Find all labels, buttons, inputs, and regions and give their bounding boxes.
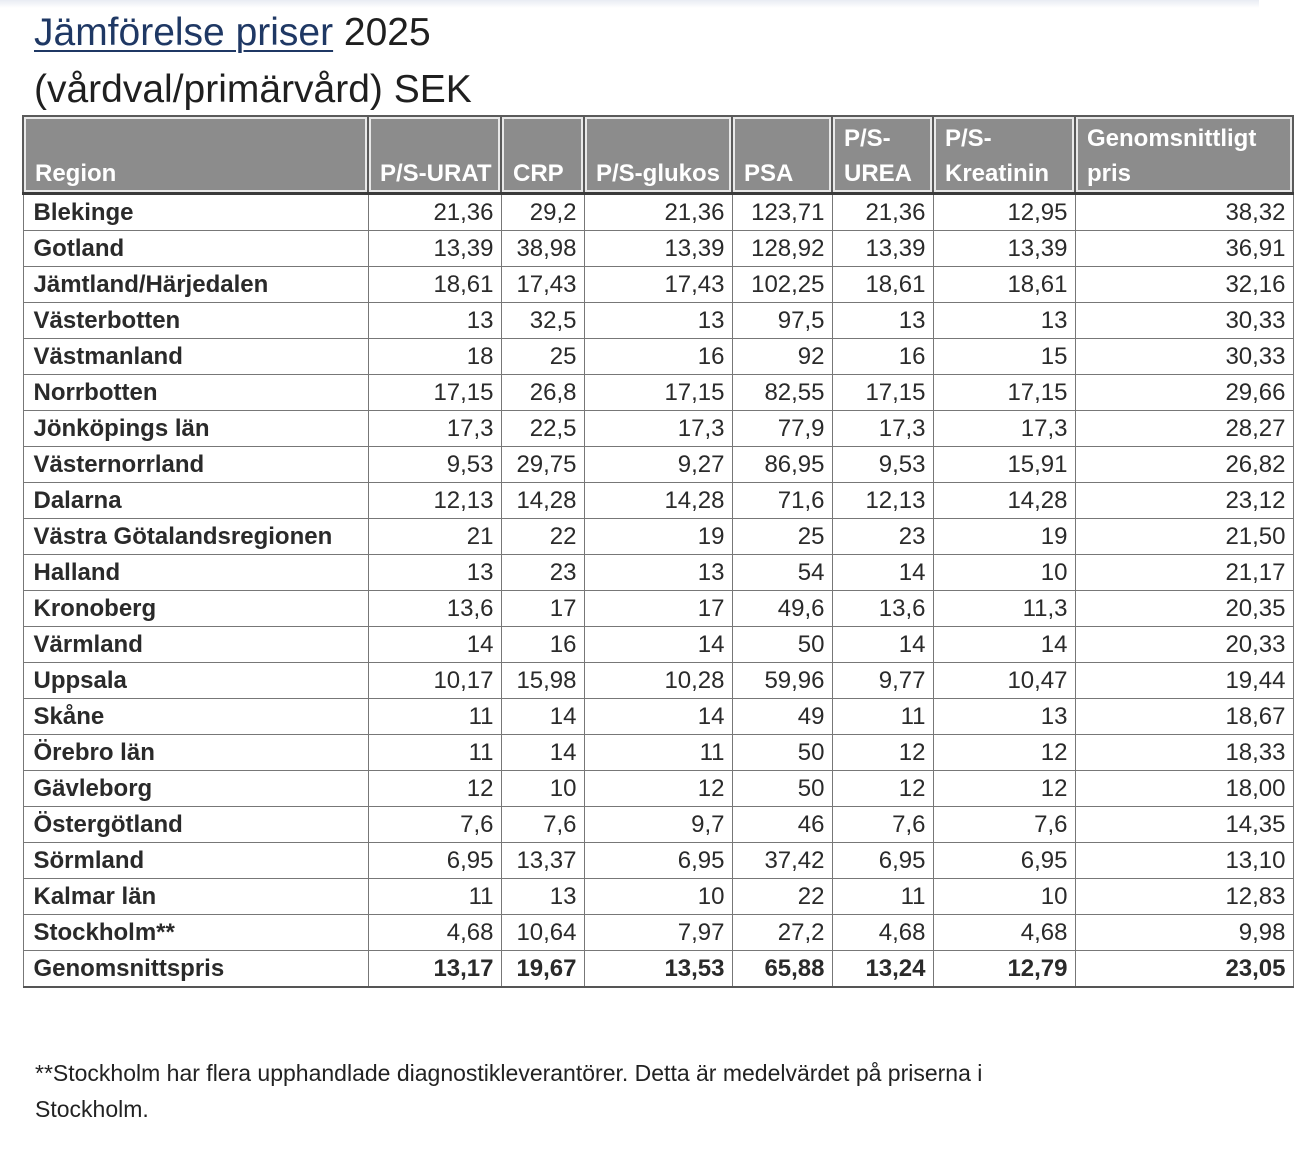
price-cell: 21 (368, 519, 501, 555)
price-cell: 18,00 (1075, 771, 1293, 807)
price-cell: 97,5 (732, 303, 832, 339)
price-cell: 13,10 (1075, 843, 1293, 879)
price-cell: 7,6 (368, 807, 501, 843)
price-cell: 77,9 (732, 411, 832, 447)
price-cell: 13,24 (832, 951, 933, 988)
price-cell: 25 (501, 339, 584, 375)
price-cell: 14 (584, 627, 732, 663)
price-cell: 10 (584, 879, 732, 915)
region-cell: Stockholm** (23, 915, 368, 951)
price-cell: 13 (501, 879, 584, 915)
price-cell: 12,13 (368, 483, 501, 519)
header-psa: PSA (732, 116, 832, 194)
price-cell: 11 (368, 735, 501, 771)
price-cell: 4,68 (933, 915, 1075, 951)
header-ps-glukos: P/S-glukos (584, 116, 732, 194)
price-cell: 10 (933, 555, 1075, 591)
price-cell: 11 (832, 879, 933, 915)
price-cell: 14 (832, 555, 933, 591)
region-cell: Gävleborg (23, 771, 368, 807)
price-cell: 17,15 (832, 375, 933, 411)
price-cell: 12 (933, 771, 1075, 807)
price-cell: 18 (368, 339, 501, 375)
region-cell: Gotland (23, 231, 368, 267)
price-cell: 4,68 (832, 915, 933, 951)
table-row (23, 447, 1293, 483)
table-row (23, 375, 1293, 411)
price-cell: 17 (501, 591, 584, 627)
header-ps-urat: P/S-URAT (368, 116, 501, 194)
price-cell: 28,27 (1075, 411, 1293, 447)
price-cell: 14 (501, 699, 584, 735)
header-row (23, 116, 1293, 194)
table-row (23, 411, 1293, 447)
price-cell: 19 (933, 519, 1075, 555)
region-cell: Västerbotten (23, 303, 368, 339)
table-row (23, 627, 1293, 663)
price-cell: 21,36 (584, 194, 732, 231)
price-cell: 18,61 (368, 267, 501, 303)
price-cell: 15,98 (501, 663, 584, 699)
header-average-price: Genomsnittligt pris (1075, 116, 1293, 194)
price-cell: 123,71 (732, 194, 832, 231)
price-cell: 50 (732, 627, 832, 663)
price-cell: 17,3 (933, 411, 1075, 447)
price-cell: 7,6 (501, 807, 584, 843)
table-row (23, 915, 1293, 951)
price-cell: 17,43 (584, 267, 732, 303)
region-cell: Jönköpings län (23, 411, 368, 447)
total-row (23, 951, 1293, 988)
price-cell: 6,95 (368, 843, 501, 879)
price-cell: 16 (501, 627, 584, 663)
price-cell: 23 (832, 519, 933, 555)
price-cell: 4,68 (368, 915, 501, 951)
price-cell: 11 (368, 879, 501, 915)
price-cell: 10,28 (584, 663, 732, 699)
price-cell: 13,37 (501, 843, 584, 879)
price-cell: 54 (732, 555, 832, 591)
price-cell: 38,98 (501, 231, 584, 267)
region-cell: Västernorrland (23, 447, 368, 483)
price-cell: 26,8 (501, 375, 584, 411)
table-row (23, 699, 1293, 735)
header-ps-urea: P/S-UREA (832, 116, 933, 194)
price-cell: 128,92 (732, 231, 832, 267)
price-table (22, 115, 1294, 988)
price-cell: 18,67 (1075, 699, 1293, 735)
price-cell: 13,39 (832, 231, 933, 267)
price-cell: 9,77 (832, 663, 933, 699)
price-cell: 13 (368, 555, 501, 591)
price-cell: 10,47 (933, 663, 1075, 699)
price-cell: 92 (732, 339, 832, 375)
price-cell: 22 (501, 519, 584, 555)
price-cell: 14 (832, 627, 933, 663)
price-cell: 23,05 (1075, 951, 1293, 988)
price-cell: 49,6 (732, 591, 832, 627)
price-cell: 11 (368, 699, 501, 735)
region-cell: Östergötland (23, 807, 368, 843)
region-cell: Norrbotten (23, 375, 368, 411)
region-cell: Blekinge (23, 194, 368, 231)
table-row (23, 303, 1293, 339)
region-cell: Västmanland (23, 339, 368, 375)
price-cell: 16 (832, 339, 933, 375)
price-cell: 38,32 (1075, 194, 1293, 231)
region-cell: Kronoberg (23, 591, 368, 627)
price-cell: 30,33 (1075, 339, 1293, 375)
price-cell: 12 (832, 771, 933, 807)
price-cell: 17 (584, 591, 732, 627)
price-cell: 13 (584, 303, 732, 339)
price-cell: 19 (584, 519, 732, 555)
price-cell: 9,7 (584, 807, 732, 843)
region-cell: Halland (23, 555, 368, 591)
table-row (23, 267, 1293, 303)
price-cell: 21,50 (1075, 519, 1293, 555)
page-title (34, 4, 472, 118)
table-row (23, 339, 1293, 375)
table-row (23, 771, 1293, 807)
price-cell: 21,36 (368, 194, 501, 231)
table-row (23, 194, 1293, 231)
price-cell: 13,6 (368, 591, 501, 627)
price-cell: 13 (933, 303, 1075, 339)
region-cell: Genomsnittspris (23, 951, 368, 988)
price-cell: 13,39 (584, 231, 732, 267)
region-cell: Uppsala (23, 663, 368, 699)
price-cell: 17,3 (368, 411, 501, 447)
price-cell: 29,75 (501, 447, 584, 483)
price-cell: 23,12 (1075, 483, 1293, 519)
price-cell: 9,53 (368, 447, 501, 483)
price-cell: 7,6 (832, 807, 933, 843)
price-cell: 12 (368, 771, 501, 807)
price-cell: 9,98 (1075, 915, 1293, 951)
region-cell: Sörmland (23, 843, 368, 879)
price-cell: 50 (732, 771, 832, 807)
region-cell: Jämtland/Härjedalen (23, 267, 368, 303)
price-table-container (22, 115, 1286, 989)
price-cell: 71,6 (732, 483, 832, 519)
price-cell: 32,16 (1075, 267, 1293, 303)
price-cell: 17,15 (933, 375, 1075, 411)
table-row (23, 879, 1293, 915)
price-cell: 14 (933, 627, 1075, 663)
price-cell: 18,61 (832, 267, 933, 303)
region-cell: Dalarna (23, 483, 368, 519)
price-cell: 23 (501, 555, 584, 591)
price-cell: 20,33 (1075, 627, 1293, 663)
price-cell: 7,6 (933, 807, 1075, 843)
price-cell: 10,64 (501, 915, 584, 951)
price-cell: 65,88 (732, 951, 832, 988)
price-cell: 17,3 (832, 411, 933, 447)
price-cell: 36,91 (1075, 231, 1293, 267)
table-row (23, 483, 1293, 519)
price-cell: 17,15 (368, 375, 501, 411)
price-cell: 50 (732, 735, 832, 771)
price-cell: 86,95 (732, 447, 832, 483)
price-cell: 9,27 (584, 447, 732, 483)
table-row (23, 735, 1293, 771)
price-cell: 13 (933, 699, 1075, 735)
price-cell: 11 (584, 735, 732, 771)
price-cell: 20,35 (1075, 591, 1293, 627)
price-cell: 7,97 (584, 915, 732, 951)
price-cell: 17,3 (584, 411, 732, 447)
price-cell: 12 (832, 735, 933, 771)
price-cell: 12,13 (832, 483, 933, 519)
price-cell: 12,79 (933, 951, 1075, 988)
price-cell: 30,33 (1075, 303, 1293, 339)
title-year: 2025 (333, 11, 431, 54)
table-row (23, 519, 1293, 555)
title-line-1 (34, 4, 472, 61)
price-cell: 6,95 (584, 843, 732, 879)
price-cell: 11 (832, 699, 933, 735)
price-cell: 6,95 (832, 843, 933, 879)
price-cell: 14 (584, 699, 732, 735)
price-cell: 21,36 (832, 194, 933, 231)
price-cell: 6,95 (933, 843, 1075, 879)
price-cell: 13 (368, 303, 501, 339)
price-cell: 49 (732, 699, 832, 735)
header-ps-kreatinin (933, 116, 1075, 194)
price-cell: 37,42 (732, 843, 832, 879)
price-cell: 18,33 (1075, 735, 1293, 771)
price-cell: 13,39 (368, 231, 501, 267)
price-cell: 16 (584, 339, 732, 375)
region-cell: Kalmar län (23, 879, 368, 915)
region-cell: Västra Götalandsregionen (23, 519, 368, 555)
price-cell: 82,55 (732, 375, 832, 411)
price-cell: 13,39 (933, 231, 1075, 267)
table-row (23, 807, 1293, 843)
price-cell: 25 (732, 519, 832, 555)
header-region: Region (23, 116, 368, 194)
price-cell: 14,35 (1075, 807, 1293, 843)
region-cell: Örebro län (23, 735, 368, 771)
price-cell: 13 (584, 555, 732, 591)
price-cell: 59,96 (732, 663, 832, 699)
price-cell: 13 (832, 303, 933, 339)
price-cell: 13,53 (584, 951, 732, 988)
table-row (23, 555, 1293, 591)
header-ps-kreatinin-label: P/S-Kreatinin (945, 125, 1050, 187)
region-cell: Skåne (23, 699, 368, 735)
price-cell: 15 (933, 339, 1075, 375)
price-cell: 9,53 (832, 447, 933, 483)
price-cell: 17,15 (584, 375, 732, 411)
price-cell: 13,17 (368, 951, 501, 988)
price-cell: 14,28 (584, 483, 732, 519)
price-cell: 19,67 (501, 951, 584, 988)
footnote: **Stockholm har flera upphandlade diagnostikleverantörer. Detta är medelvärdet på priserna i Stockholm. (35, 1060, 983, 1122)
price-cell: 12,83 (1075, 879, 1293, 915)
table-row (23, 843, 1293, 879)
price-cell: 12 (584, 771, 732, 807)
table-row (23, 231, 1293, 267)
price-cell: 14 (368, 627, 501, 663)
title-line-2: (vårdval/primärvård) SEK (34, 68, 472, 111)
region-cell: Värmland (23, 627, 368, 663)
price-cell: 10 (933, 879, 1075, 915)
price-cell: 29,2 (501, 194, 584, 231)
price-cell: 14,28 (501, 483, 584, 519)
price-cell: 12 (933, 735, 1075, 771)
price-cell: 14,28 (933, 483, 1075, 519)
price-cell: 29,66 (1075, 375, 1293, 411)
price-cell: 10,17 (368, 663, 501, 699)
table-body (23, 194, 1293, 988)
price-cell: 19,44 (1075, 663, 1293, 699)
price-cell: 13,6 (832, 591, 933, 627)
table-row (23, 663, 1293, 699)
price-cell: 12,95 (933, 194, 1075, 231)
price-cell: 15,91 (933, 447, 1075, 483)
price-cell: 102,25 (732, 267, 832, 303)
title-link[interactable]: Jämförelse priser (34, 11, 334, 54)
price-cell: 17,43 (501, 267, 584, 303)
price-cell: 14 (501, 735, 584, 771)
price-cell: 22,5 (501, 411, 584, 447)
price-cell: 32,5 (501, 303, 584, 339)
header-crp: CRP (501, 116, 584, 194)
price-cell: 10 (501, 771, 584, 807)
price-cell: 26,82 (1075, 447, 1293, 483)
table-row (23, 591, 1293, 627)
price-cell: 22 (732, 879, 832, 915)
price-cell: 18,61 (933, 267, 1075, 303)
price-cell: 11,3 (933, 591, 1075, 627)
price-cell: 27,2 (732, 915, 832, 951)
price-cell: 46 (732, 807, 832, 843)
price-cell: 21,17 (1075, 555, 1293, 591)
